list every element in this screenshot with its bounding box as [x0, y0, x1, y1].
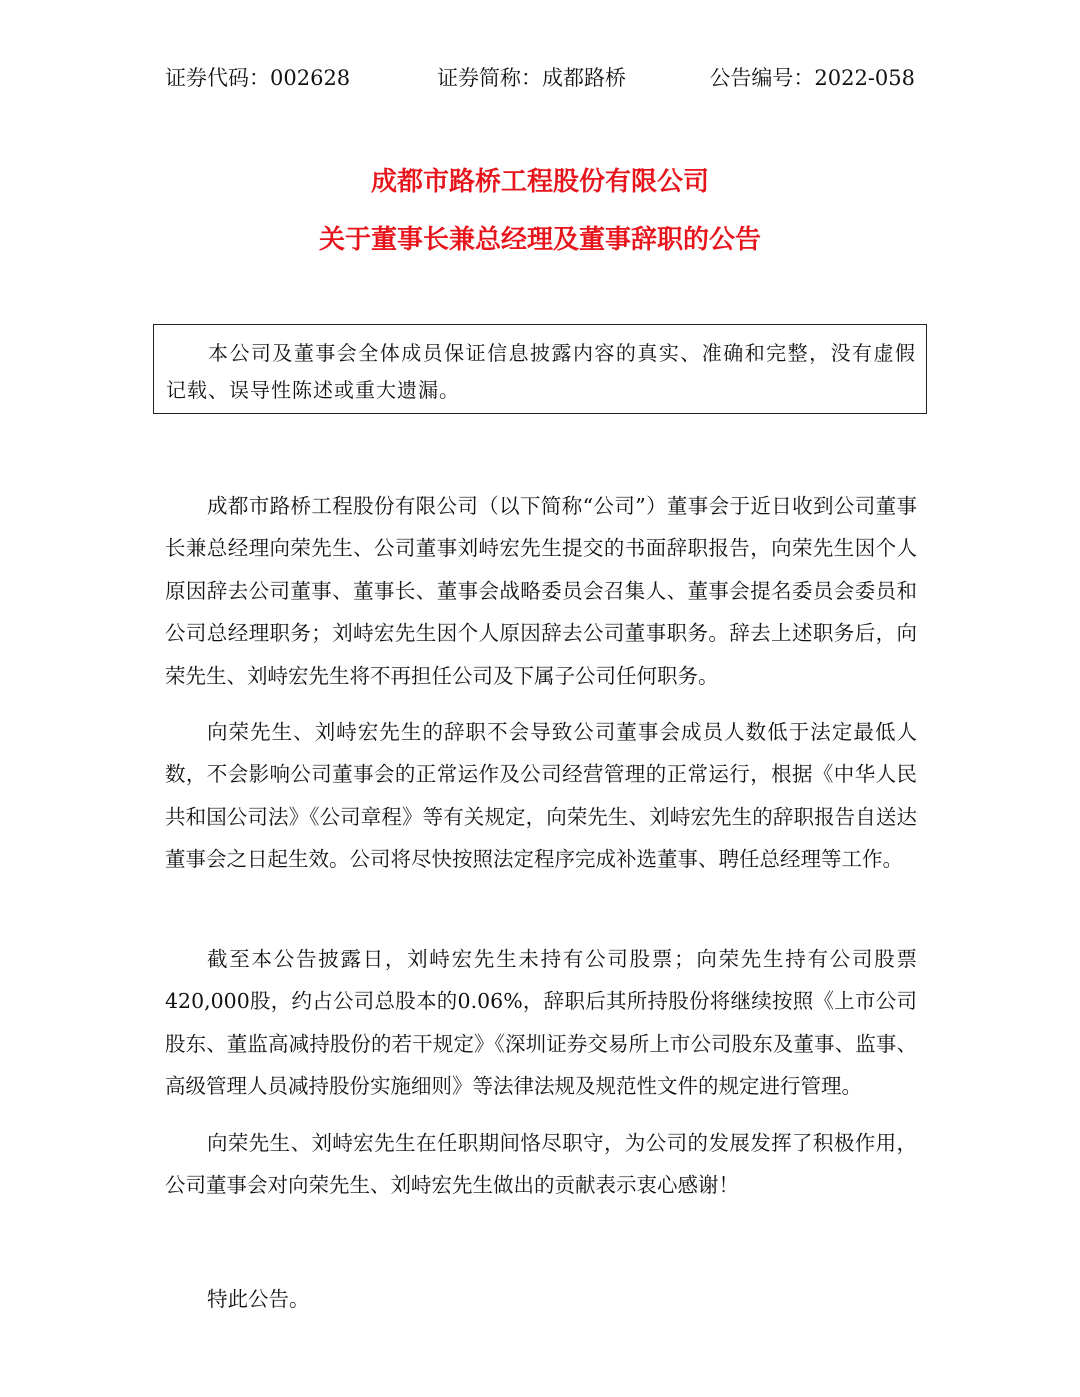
body-paragraph-2: 向荣先生、刘峙宏先生的辞职不会导致公司董事会成员人数低于法定最低人数，不会影响公司董事会的正常运作及公司经营管理的正常运行，根据《中华人民共和国公司法》《公司章程》等有关规定，向荣先生、刘峙宏先生的辞职报告自送达董事会之日起生效。公司将尽快按照法定程序完成补选董事、聘任总经理等工作。	[165, 720, 917, 872]
disclaimer-box	[153, 324, 927, 414]
document-header	[165, 62, 915, 94]
closing-statement: 特此公告。	[207, 1287, 310, 1311]
securities-abbreviation: 证券简称：成都路桥	[437, 66, 626, 90]
body-paragraph-3: 截至本公告披露日，刘峙宏先生未持有公司股票；向荣先生持有公司股票420,000股，约占公司总股本的0.06%，辞职后其所持股份将继续按照《上市公司股东、董监高减持股份的若干规定》《深圳证券交易所上市公司股东及董事、监事、高级管理人员减持股份实施细则》等法律法规及规范性文件的规定进行管理。	[165, 947, 917, 1099]
body-paragraph-1: 成都市路桥工程股份有限公司（以下简称“公司”）董事会于近日收到公司董事长兼总经理向荣先生、公司董事刘峙宏先生提交的书面辞职报告，向荣先生因个人原因辞去公司董事、董事长、董事会战略委员会召集人、董事会提名委员会委员和公司总经理职务；刘峙宏先生因个人原因辞去公司董事职务。辞去上述职务后，向荣先生、刘峙宏先生将不再担任公司及下属子公司任何职务。	[165, 494, 917, 688]
announcement-title: 关于董事长兼总经理及董事辞职的公告	[318, 225, 761, 255]
securities-code: 证券代码：002628	[165, 66, 351, 90]
announcement-number: 公告编号：2022-058	[709, 66, 915, 90]
disclaimer-text: 本公司及董事会全体成员保证信息披露内容的真实、准确和完整，没有虚假记载、误导性陈述或重大遗漏。	[166, 341, 916, 402]
company-title: 成都市路桥工程股份有限公司	[370, 167, 709, 197]
body-paragraph-4: 向荣先生、刘峙宏先生在任职期间恪尽职守，为公司的发展发挥了积极作用，公司董事会对向荣先生、刘峙宏先生做出的贡献表示衷心感谢！	[165, 1131, 917, 1198]
